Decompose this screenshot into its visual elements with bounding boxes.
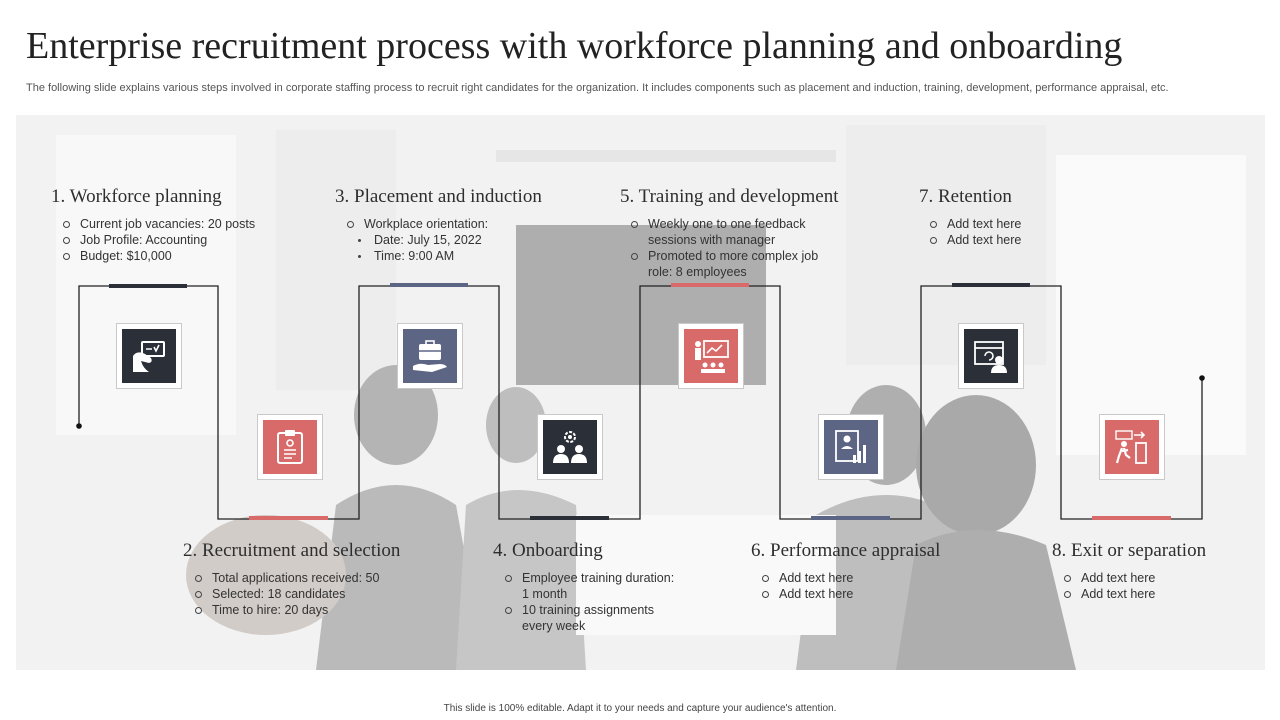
step-7-title: 7. Retention (919, 186, 1012, 207)
step-4-icon-box (537, 414, 603, 480)
step-4-title: 4. Onboarding (493, 540, 603, 561)
step-5-icon-box (678, 323, 744, 389)
step-6-bullet: Add text here (761, 586, 921, 602)
step-2-bullet: Total applications received: 50 (194, 570, 434, 586)
step-8-bullet: Add text here (1063, 586, 1223, 602)
step-1-icon-box (116, 323, 182, 389)
step-3-sub-bullet: Date: July 15, 2022 (346, 232, 586, 248)
step-2-bullet: Selected: 18 candidates (194, 586, 434, 602)
step-3-bullet: Workplace orientation: (346, 216, 586, 232)
step-5-title: 5. Training and development (620, 186, 839, 207)
step-7-bullets (929, 216, 1069, 248)
step-7-icon-box (958, 323, 1024, 389)
step-1-bullets (62, 216, 292, 264)
step-3-icon-box (397, 323, 463, 389)
report-chart-icon (824, 420, 878, 474)
step-2-title: 2. Recruitment and selection (183, 540, 401, 561)
accent-bar-8 (1092, 516, 1171, 520)
team-gear-icon (543, 420, 597, 474)
step-8-icon-box (1099, 414, 1165, 480)
clipboard-icon (263, 420, 317, 474)
step-7-bullet: Add text here (929, 232, 1069, 248)
accent-bar-4 (530, 516, 609, 520)
step-2-bullets (194, 570, 434, 618)
step-5-bullet: Weekly one to one feedback sessions with manager (630, 216, 840, 248)
accent-bar-5 (671, 283, 749, 287)
step-5-bullet: Promoted to more complex job role: 8 employees (630, 248, 840, 280)
step-1-title: 1. Workforce planning (51, 186, 222, 207)
end-dot (1199, 375, 1205, 381)
step-6-title: 6. Performance appraisal (751, 540, 941, 561)
accent-bar-6 (811, 516, 890, 520)
briefcase-hand-icon (403, 329, 457, 383)
step-6-bullets (761, 570, 921, 602)
accent-bar-7 (952, 283, 1030, 287)
start-dot (76, 423, 82, 429)
presentation-icon (684, 329, 738, 383)
slide-footer: This slide is 100% editable. Adapt it to your needs and capture your audience's attention. (443, 703, 837, 714)
accent-bar-2 (249, 516, 328, 520)
hand-document-icon (122, 329, 176, 383)
step-8-title: 8. Exit or separation (1052, 540, 1207, 561)
step-3-sub-bullet: Time: 9:00 AM (346, 248, 586, 264)
accent-bar-3 (390, 283, 468, 287)
step-4-bullet: 10 training assignments every week (504, 602, 679, 634)
step-8-bullet: Add text here (1063, 570, 1223, 586)
step-1-bullet: Job Profile: Accounting (62, 232, 292, 248)
step-4-bullet: Employee training duration: 1 month (504, 570, 679, 602)
step-6-icon-box (818, 414, 884, 480)
step-4-bullets (504, 570, 679, 634)
accent-bar-1 (109, 284, 187, 288)
step-6-bullet: Add text here (761, 570, 921, 586)
step-5-bullets (630, 216, 840, 280)
calendar-person-icon (964, 329, 1018, 383)
slide-title: Enterprise recruitment process with workforce planning and onboarding (26, 25, 1123, 67)
step-3-bullets (346, 216, 586, 264)
step-2-bullet: Time to hire: 20 days (194, 602, 434, 618)
step-7-bullet: Add text here (929, 216, 1069, 232)
step-1-bullet: Budget: $10,000 (62, 248, 292, 264)
exit-sign-icon (1105, 420, 1159, 474)
step-1-bullet: Current job vacancies: 20 posts (62, 216, 292, 232)
step-3-title: 3. Placement and induction (335, 186, 542, 207)
step-2-icon-box (257, 414, 323, 480)
slide-subtitle: The following slide explains various steps involved in corporate staffing process to recruit right candidates for the organization. It includes components such as placement and induction, training, development, performance appraisal, etc. (26, 82, 1169, 94)
step-8-bullets (1063, 570, 1223, 602)
